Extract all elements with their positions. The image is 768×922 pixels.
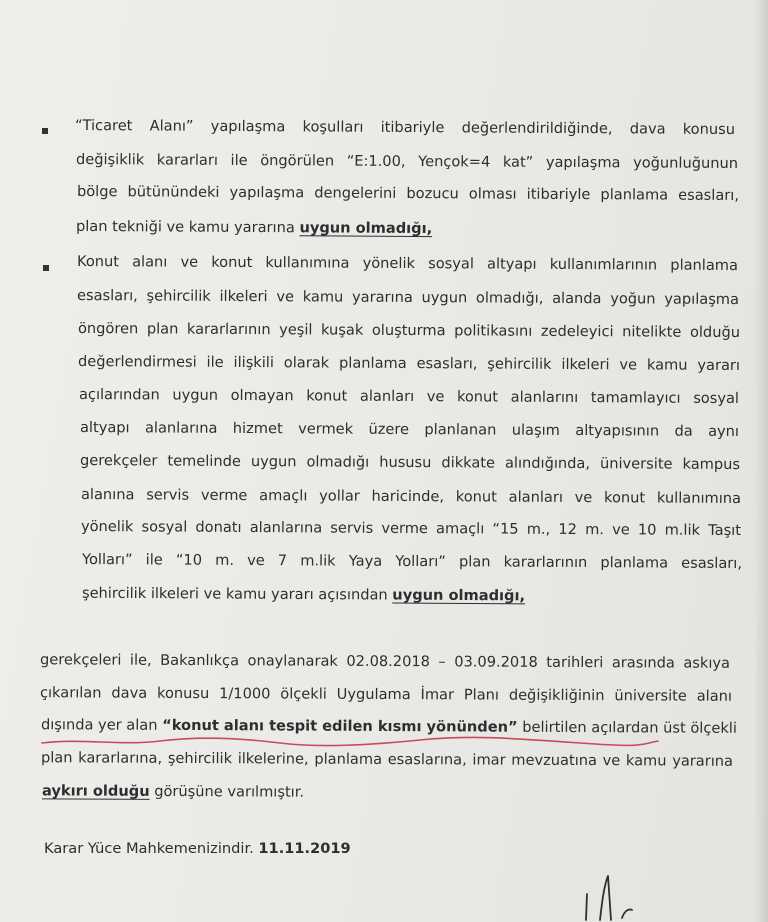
- bullet1-line-4: [76, 217, 432, 239]
- conclusion-line-2: çıkarılan dava konusu 1/1000 ölçekli Uygulama İmar Planı değişikliğinin üniversite alanı: [39, 684, 733, 705]
- bullet1-line-3: bölge bütünündeki yapılaşma dengelerini bozucu olması itibariyle planlama esasları,: [76, 182, 740, 205]
- page-edge-shadow: [754, 0, 768, 922]
- conclusion-quote: “konut alanı tespit edilen kısmı yönünden”: [162, 716, 518, 736]
- bullet2-line-4: değerlendirmesi ile ilişkili olarak planlama esasları, şehircilik ilkeleri ve kamu yararı: [77, 352, 741, 375]
- bullet1-line-1: “Ticaret Alanı” yapılaşma koşulları itibariyle değerlendirildiğinde, dava konusu: [74, 116, 736, 139]
- conclusion-line-5: [42, 781, 304, 802]
- bullet1-line-4-text: plan tekniği ve kamu yararına: [75, 217, 295, 237]
- bullet2-emphasis: uygun olmadığı,: [392, 586, 526, 605]
- handwritten-red-underline: [40, 734, 660, 748]
- bullet2-line-9: yönelik sosyal donatı alanlarına servis verme amaçlı “15 m., 12 m. ve 10 m.lik Taşıt: [80, 517, 742, 540]
- bullet2-line-8: alanına servis verme amaçlı yollar haricinde, konut alanları ve konut kullanımına: [80, 485, 742, 508]
- bullet1-emphasis: uygun olmadığı,: [299, 219, 433, 238]
- bullet2-line-10: Yolları” ile “10 m. ve 7 m.lik Yaya Yolları” plan kararlarının planlama esasları,: [81, 550, 743, 573]
- bullet1-line-2: değişiklik kararları ile öngörülen “E:1.00, Yençok=4 kat” yapılaşma yoğunluğunun: [75, 150, 739, 173]
- signature: [578, 872, 638, 922]
- conclusion-line-1: gerekçeleri ile, Bakanlıkça onaylanarak 02.08.2018 – 03.09.2018 tarihleri arasında askıya: [39, 651, 731, 672]
- closing-date: 11.11.2019: [258, 840, 351, 857]
- bullet2-line-11: [82, 584, 525, 607]
- bullet2-line-2: esasları, şehircilik ilkeleri ve kamu yararına uygun olmadığı, alanda yoğun yapılaşma: [76, 286, 740, 309]
- bullet2-line-5: açılarından uygun olmayan konut alanları ve konut alanlarını tamamlayıcı sosyal: [78, 385, 740, 408]
- conclusion-emphasis: aykırı olduğu: [41, 782, 150, 800]
- bullet2-line-6: altyapı alanlarına hizmet vermek üzere planlanan ulaşım altyapısının da aynı: [79, 418, 740, 441]
- closing-text: Karar Yüce Mahkemenizindir.: [44, 840, 254, 857]
- conclusion-line-3-suffix: belirtilen açılardan üst ölçekli: [522, 718, 737, 737]
- closing-line: [44, 839, 351, 859]
- bullet-marker-1: [42, 128, 48, 134]
- bullet-marker-2: [43, 265, 49, 271]
- bullet2-line-7: gerekçeler temelinde uygun olmadığı hususu dikkate alındığında, üniversite kampus: [79, 451, 741, 474]
- bullet2-line-1: Konut alanı ve konut kullanımına yönelik sosyal altyapı kullanımlarının planlama: [76, 252, 739, 275]
- conclusion-line-5-suffix: görüşüne varılmıştır.: [154, 782, 305, 801]
- conclusion-line-4: plan kararlarına, şehircilik ilkelerine, planlama esaslarına, imar mevzuatına ve kamu yararına: [40, 749, 734, 770]
- bullet2-line-3: öngören plan kararlarının yeşil kuşak oluşturma politikasını zedeleyici nitelikte olduğu: [77, 319, 741, 342]
- bullet2-line-11-text: şehircilik ilkeleri ve kamu yararı açısından: [81, 584, 388, 604]
- conclusion-line-3-prefix: dışında yer alan: [40, 716, 158, 734]
